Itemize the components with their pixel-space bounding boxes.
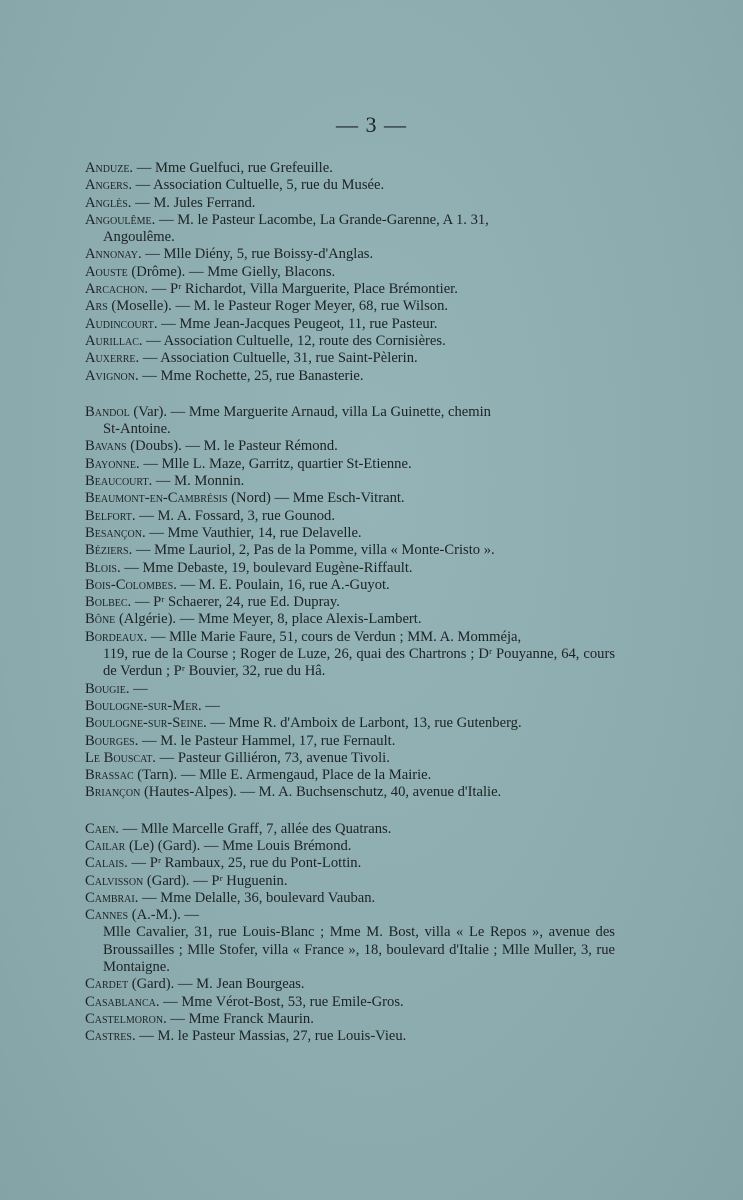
directory-entry [85, 508, 615, 525]
place-name: Auxerre. [85, 350, 140, 367]
place-name: Beaumont-en-Cambrésis [85, 490, 228, 507]
directory-entry [85, 456, 615, 473]
directory-entry [85, 855, 615, 872]
directory-entry [85, 264, 615, 281]
place-name: Cambrai. [85, 889, 139, 906]
place-name: Brassac [85, 767, 134, 784]
entry-text: — Mme Rochette, 25, rue Banasterie. [138, 367, 364, 384]
place-name: Bougie. [85, 680, 130, 697]
entry-text: (Le) (Gard). — Mme Louis Brémond. [125, 837, 352, 854]
directory-entry [85, 438, 615, 455]
directory-entry [85, 698, 615, 715]
entry-text: — Mme Lauriol, 2, Pas de la Pomme, villa « Monte-Cristo ». [132, 542, 495, 559]
directory-entry [85, 404, 615, 439]
directory-entry [85, 333, 615, 350]
directory-entry [85, 715, 615, 732]
directory-entry [85, 1028, 615, 1045]
entry-text: — Mlle Marie Faure, 51, cours de Verdun ; MM. A. Momméja, [147, 628, 522, 645]
entry-text: (Drôme). — Mme Gielly, Blacons. [127, 263, 336, 280]
directory-entry [85, 1011, 615, 1028]
entry-text: — Mme Franck Maurin. [166, 1010, 314, 1027]
entry-text: — Mlle Diény, 5, rue Boissy-d'Anglas. [141, 246, 374, 263]
place-name: Anduze. [85, 160, 134, 176]
place-name: Le Bouscat. [85, 749, 156, 766]
entry-text: — Mme Vauthier, 14, rue Delavelle. [145, 524, 362, 541]
place-name: Bolbec. [85, 594, 132, 611]
place-name: Bandol [85, 403, 130, 420]
place-name: Aurillac. [85, 332, 143, 349]
place-name: Boulogne-sur-Seine. [85, 715, 207, 732]
entry-text: (Gard). — M. Jean Bourgeas. [128, 976, 305, 993]
directory-entry [85, 611, 615, 628]
entry-text: (Var). — Mme Marguerite Arnaud, villa La Guinette, chemin [129, 403, 491, 420]
entry-text: — Pʳ Schaerer, 24, rue Ed. Dupray. [131, 594, 340, 611]
entry-text: — Mme Vérot-Bost, 53, rue Emile-Gros. [159, 993, 404, 1010]
entry-text: — M. Jules Ferrand. [131, 194, 256, 211]
page-number: — 3 — [336, 112, 407, 137]
entry-continuation: Mlle Cavalier, 31, rue Louis-Blanc ; Mme M. Bost, villa « Le Repos », avenue des Broussailles ; Mlle Stofer, villa « France », 18, boulevard d'Italie ; Mlle Muller, 3, rue Montaigne. [103, 924, 615, 976]
directory-entry [85, 316, 615, 333]
directory-entry [85, 629, 615, 681]
place-name: Bourges. [85, 732, 139, 749]
entry-text: — Mme Guelfuci, rue Grefeuille. [133, 160, 333, 176]
directory-entry [85, 246, 615, 263]
directory-entry [85, 542, 615, 559]
directory-entry [85, 750, 615, 767]
directory-entry [85, 177, 615, 194]
directory-entry [85, 281, 615, 298]
place-name: Ars [85, 298, 108, 315]
place-name: Aouste [85, 263, 128, 280]
entry-text: — [201, 697, 220, 714]
entry-text: — Mme Jean-Jacques Peugeot, 11, rue Pasteur. [157, 315, 438, 332]
directory-entry [85, 784, 615, 801]
entry-text: — Mme Delalle, 36, boulevard Vauban. [138, 889, 376, 906]
place-name: Anglès. [85, 194, 132, 211]
entry-text: — Pasteur Gilliéron, 73, avenue Tivoli. [155, 749, 390, 766]
place-name: Annonay. [85, 246, 142, 263]
entry-continuation: St-Antoine. [103, 421, 171, 438]
entry-text: — Pʳ Richardot, Villa Marguerite, Place Brémontier. [148, 281, 458, 298]
entry-text: — Mme R. d'Amboix de Larbont, 13, rue Gutenberg. [206, 715, 522, 732]
entry-text: — M. le Pasteur Massias, 27, rue Louis-Vieu. [135, 1028, 407, 1045]
directory-entry [85, 577, 615, 594]
directory-entries [85, 160, 615, 1046]
directory-entry [85, 873, 615, 890]
place-name: Briançon [85, 784, 141, 801]
place-name: Calvisson [85, 872, 144, 889]
place-name: Belfort. [85, 507, 136, 524]
directory-entry [85, 525, 615, 542]
entry-text: (A.-M.). — [128, 907, 200, 924]
place-name: Beaucourt. [85, 473, 153, 490]
directory-entry [85, 821, 615, 838]
place-name: Bavans [85, 438, 127, 455]
entry-text: — M. Monnin. [152, 473, 245, 490]
entry-text: — Mlle Marcelle Graff, 7, allée des Quatrans. [118, 820, 392, 837]
entry-text: — M. E. Poulain, 16, rue A.-Guyot. [176, 576, 390, 593]
place-name: Castres. [85, 1028, 136, 1045]
entry-text: (Gard). — Pʳ Huguenin. [143, 872, 288, 889]
place-name: Angoulême. [85, 211, 156, 228]
directory-entry [85, 767, 615, 784]
directory-entry [85, 212, 615, 247]
place-name: Bayonne. [85, 455, 140, 472]
directory-entry [85, 594, 615, 611]
directory-entry [85, 350, 615, 367]
entry-text: — Mlle L. Maze, Garritz, quartier St-Etienne. [139, 455, 412, 472]
place-name: Cannes [85, 907, 129, 924]
directory-entry [85, 490, 615, 507]
entry-text: — [129, 680, 148, 697]
place-name: Boulogne-sur-Mer. [85, 697, 202, 714]
place-name: Avignon. [85, 367, 139, 384]
directory-entry [85, 733, 615, 750]
entry-group [85, 821, 615, 1046]
entry-text: — Association Cultuelle, 31, rue Saint-Pèlerin. [139, 350, 418, 367]
place-name: Audincourt. [85, 315, 158, 332]
directory-entry [85, 560, 615, 577]
entry-text: — Association Cultuelle, 12, route des Cornisières. [142, 332, 446, 349]
entry-text: (Nord) — Mme Esch-Vitrant. [227, 490, 405, 507]
place-name: Bône [85, 611, 116, 628]
place-name: Calais. [85, 855, 128, 872]
place-name: Bois-Colombes. [85, 576, 177, 593]
place-name: Arcachon. [85, 281, 149, 298]
entry-text: — Association Cultuelle, 5, rue du Musée. [131, 177, 385, 194]
entry-text: (Moselle). — M. le Pasteur Roger Meyer, 68, rue Wilson. [107, 298, 449, 315]
place-name: Angers. [85, 177, 132, 194]
place-name: Casablanca. [85, 993, 160, 1010]
entry-text: — Pʳ Rambaux, 25, rue du Pont-Lottin. [127, 855, 362, 872]
entry-text: — M. A. Fossard, 3, rue Gounod. [135, 507, 336, 524]
place-name: Blois. [85, 559, 121, 576]
directory-entry [85, 838, 615, 855]
directory-entry [85, 368, 615, 385]
place-name: Castelmoron. [85, 1010, 167, 1027]
directory-entry [85, 160, 615, 177]
directory-entry [85, 994, 615, 1011]
entry-text: (Hautes-Alpes). — M. A. Buchsenschutz, 40, avenue d'Italie. [140, 784, 502, 801]
entry-group [85, 160, 615, 385]
place-name: Besançon. [85, 524, 146, 541]
entry-continuation: Angoulême. [103, 229, 175, 246]
entry-text: (Doubs). — M. le Pasteur Rémond. [126, 438, 338, 455]
place-name: Cailar [85, 837, 126, 854]
directory-entry [85, 907, 615, 976]
place-name: Béziers. [85, 542, 133, 559]
entry-text: (Tarn). — Mlle E. Armengaud, Place de la Mairie. [133, 767, 432, 784]
entry-text: — M. le Pasteur Hammel, 17, rue Fernault. [138, 732, 396, 749]
entry-text: (Algérie). — Mme Meyer, 8, place Alexis-Lambert. [115, 611, 422, 628]
directory-entry [85, 890, 615, 907]
directory-entry [85, 681, 615, 698]
directory-entry [85, 473, 615, 490]
place-name: Bordeaux. [85, 628, 148, 645]
place-name: Caen. [85, 820, 119, 837]
entry-text: — M. le Pasteur Lacombe, La Grande-Garenne, A 1. 31, [155, 211, 489, 228]
directory-entry [85, 298, 615, 315]
entry-text: — Mme Debaste, 19, boulevard Eugène-Riffault. [120, 559, 413, 576]
entry-continuation: 119, rue de la Course ; Roger de Luze, 26, quai des Chartrons ; Dʳ Pouyanne, 64, cours de Verdun ; Pʳ Bouvier, 32, rue du Hâ. [103, 646, 615, 680]
directory-entry [85, 195, 615, 212]
entry-group [85, 404, 615, 802]
directory-entry [85, 976, 615, 993]
place-name: Cardet [85, 976, 129, 993]
